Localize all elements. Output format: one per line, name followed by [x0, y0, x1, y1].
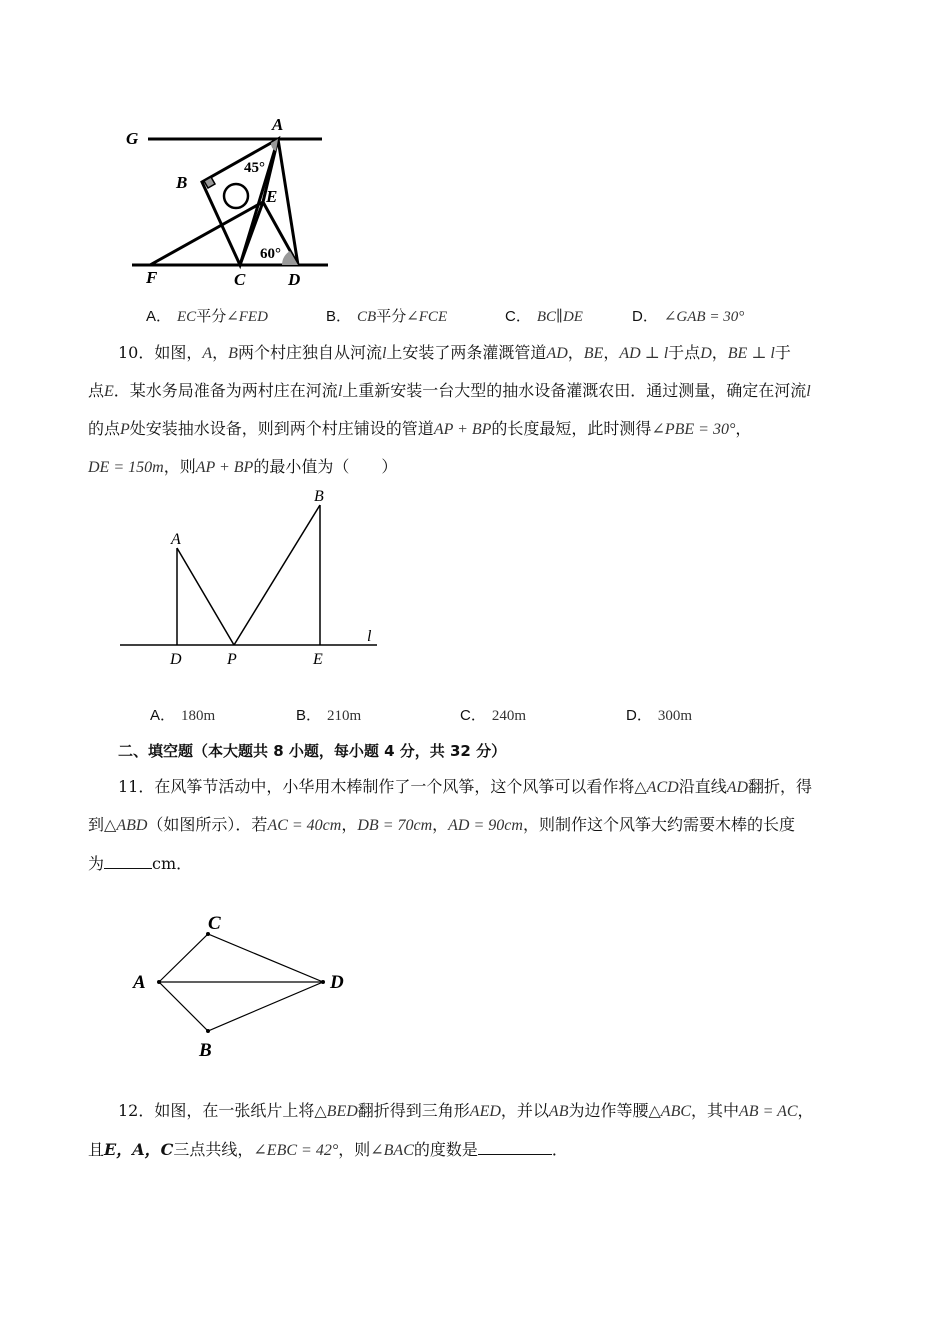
text-fragment: ， [212, 343, 229, 362]
text-fragment: ， [341, 815, 358, 834]
math-expression: △ABC [648, 1103, 692, 1120]
math-expression: AP + BP [195, 459, 254, 476]
math-expression: l [337, 383, 343, 400]
text-fragment: 翻折，得 [748, 777, 813, 796]
math-expression: ∠BAC [370, 1142, 414, 1159]
text-fragment: 12．如图，在一张纸片上将 [118, 1101, 315, 1120]
math-expression: AC = 40cm [267, 817, 342, 834]
label-c: C [208, 913, 221, 934]
label-p: P [227, 651, 237, 668]
q10-option-a[interactable] [150, 704, 215, 727]
label-b: B [176, 173, 188, 192]
text-fragment: 翻折得到三角形 [357, 1101, 470, 1120]
point-a [157, 980, 161, 984]
label-e: E [266, 187, 278, 206]
text-fragment: ． [551, 1140, 568, 1159]
point-b [206, 1029, 210, 1033]
math-expression: ∠FED [226, 309, 268, 325]
math-expression: BC∥DE [536, 309, 583, 325]
math-expression: A [202, 345, 213, 362]
math-expression: EC [177, 309, 197, 325]
math-expression: △ACD [634, 779, 679, 796]
label-c: C [234, 270, 246, 289]
text-fragment: 为 [88, 854, 105, 873]
line-fe [150, 202, 263, 265]
text-fragment: 且 [88, 1140, 105, 1159]
label-b: B [314, 488, 324, 505]
text-fragment: ， [432, 815, 449, 834]
text-fragment: ， [603, 343, 620, 362]
text-fragment: 三点共线， [173, 1140, 254, 1159]
q11-line-1 [88, 776, 898, 799]
text-fragment: 沿直线 [678, 777, 727, 796]
math-expression: AB = AC [739, 1103, 798, 1120]
q12-line-2 [88, 1138, 868, 1162]
text-fragment: 平分 [196, 307, 227, 325]
math-expression: AD [726, 779, 749, 796]
triangle-ruler-hole [224, 184, 248, 208]
math-expression: P [120, 421, 130, 438]
text-fragment: ，则 [163, 457, 196, 476]
point-d [321, 980, 325, 984]
label-d: D [330, 972, 344, 993]
label-a: A [133, 972, 146, 993]
text-fragment: B． [326, 308, 352, 325]
math-expression: BE [583, 345, 604, 362]
q10-option-b[interactable] [296, 704, 361, 727]
text-fragment: ，并以 [500, 1101, 549, 1120]
label-l: l [367, 628, 372, 645]
text-fragment: ， [711, 343, 728, 362]
text-fragment: 为边作等腰 [568, 1101, 649, 1120]
q9-option-c[interactable] [505, 305, 583, 328]
text-fragment: C． [460, 707, 486, 724]
text-fragment: 的点 [88, 419, 121, 438]
math-expression: ∠EBC = 42° [253, 1142, 339, 1159]
q12-line-1 [88, 1100, 898, 1123]
math-expression: AD = 90cm [448, 817, 523, 834]
label-e: E [313, 651, 323, 668]
text-fragment: C． [505, 308, 531, 325]
section-fill-in-blank-heading: 二、填空题（本大题共 8 小题，每小题 4 分，共 32 分） [118, 742, 507, 760]
label-a: A [272, 115, 284, 134]
math-expression: l [806, 383, 811, 400]
math-expression: 240m [491, 708, 527, 724]
label-angle-45: 45° [244, 160, 265, 176]
text-fragment: （如图所示）．若 [147, 815, 268, 834]
q10-line-4 [88, 456, 868, 479]
q10-line-3 [88, 418, 868, 441]
label-d: D [170, 651, 182, 668]
text-fragment: D． [626, 707, 652, 724]
text-fragment: ， [567, 343, 584, 362]
text-fragment: E，A，C [104, 1140, 174, 1159]
math-expression: CB [357, 309, 377, 325]
text-fragment: 两个村庄独自从河流 [237, 343, 382, 362]
math-expression: BE ⊥ l [727, 345, 775, 362]
math-expression: △ABD [104, 817, 148, 834]
math-expression: 300m [657, 708, 693, 724]
math-expression: B [228, 345, 238, 362]
text-fragment: ，其中 [691, 1101, 740, 1120]
q10-option-c[interactable] [460, 704, 526, 727]
text-fragment: 于 [774, 343, 791, 362]
figure-q10 [115, 485, 385, 670]
text-fragment: 上安装了两条灌溉管道 [386, 343, 547, 362]
text-fragment: A． [146, 308, 172, 325]
q10-line-1 [88, 342, 898, 365]
q9-option-d[interactable] [632, 305, 744, 328]
label-f: F [146, 268, 158, 287]
q11-answer-blank[interactable] [104, 852, 152, 869]
label-a: A [171, 531, 181, 548]
text-fragment: 处安装抽水设备，则到两个村庄铺设的管道 [129, 419, 434, 438]
text-fragment: ， [797, 1101, 814, 1120]
q9-option-a[interactable] [146, 305, 268, 328]
text-fragment: 的度数是 [413, 1140, 478, 1159]
text-fragment: 到 [88, 815, 105, 834]
text-fragment: ，则制作这个风筝大约需要木棒的长度 [522, 815, 795, 834]
text-fragment: ， [735, 419, 752, 438]
math-expression: 180m [181, 708, 216, 724]
label-b: B [199, 1040, 212, 1061]
text-fragment: 11．在风筝节活动中，小华用木棒制作了一个风筝，这个风筝可以看作将 [118, 777, 635, 796]
q10-option-d[interactable] [626, 704, 692, 727]
q11-line-3 [88, 852, 868, 875]
math-expression: AD [546, 345, 568, 362]
math-expression: ∠GAB = 30° [663, 309, 745, 325]
q10-line-2 [88, 380, 868, 403]
math-expression: △BED [314, 1103, 358, 1120]
math-expression: AP + BP [433, 421, 492, 438]
text-fragment: 10．如图， [118, 343, 203, 362]
math-expression: DE = 150m [88, 459, 164, 476]
math-expression: 210m [327, 708, 362, 724]
figure-q11 [125, 905, 360, 1065]
label-angle-60: 60° [260, 246, 281, 262]
segment-bp [234, 505, 320, 645]
text-fragment: 平分 [376, 307, 407, 325]
q12-answer-blank[interactable] [478, 1138, 552, 1155]
text-fragment: ．某水务局准备为两村庄在河流 [113, 381, 338, 400]
segment-ap [177, 548, 234, 645]
text-fragment: ，则 [338, 1140, 371, 1159]
text-fragment: 点 [88, 381, 105, 400]
math-expression: AB [548, 1103, 569, 1120]
text-fragment: A． [150, 707, 176, 724]
text-fragment: 的最小值为（ ） [253, 457, 398, 476]
text-fragment: 的长度最短，此时测得 [491, 419, 652, 438]
text-fragment: 于点 [668, 343, 701, 362]
math-expression: l [381, 345, 387, 362]
text-fragment: D． [632, 308, 658, 325]
math-expression: D [700, 345, 712, 362]
text-fragment: 上重新安装一台大型的抽水设备灌溉农田．通过测量，确定在河流 [342, 381, 807, 400]
math-expression: E [104, 383, 114, 400]
q11-line-2 [88, 814, 868, 837]
text-fragment: cm． [152, 854, 193, 873]
math-expression: ∠FCE [406, 309, 448, 325]
label-g: G [126, 129, 139, 148]
math-expression: DB = 70cm [357, 817, 433, 834]
math-expression: AD ⊥ l [619, 345, 669, 362]
math-expression: ∠PBE = 30° [651, 421, 736, 438]
math-expression: AED [469, 1103, 501, 1120]
label-d: D [288, 270, 301, 289]
q9-option-b[interactable] [326, 305, 447, 328]
text-fragment: B． [296, 707, 322, 724]
figure-q9 [120, 110, 340, 290]
